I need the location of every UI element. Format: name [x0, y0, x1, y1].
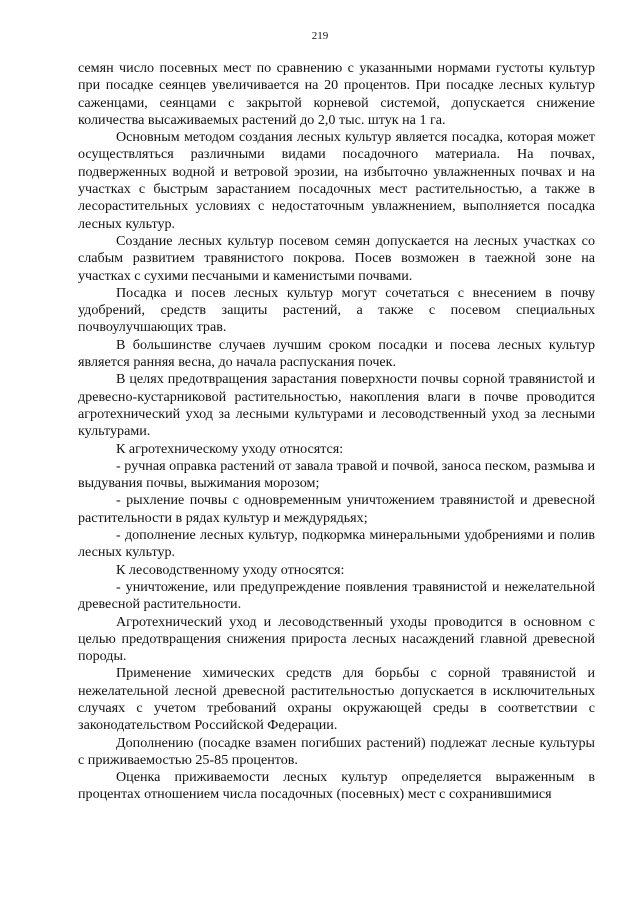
paragraph: Создание лесных культур посевом семян допускается на лесных участках со слабым развитием травянистого покрова. Посев возможен в таежной зоне на участках с сухими песчаными и каменистыми почвами.	[78, 232, 595, 284]
list-item: - ручная оправка растений от завала травой и почвой, заноса песком, размыва и выдувания почвы, выжимания морозом;	[78, 457, 595, 492]
paragraph: К агротехническому уходу относятся:	[116, 440, 344, 457]
list-item: - дополнение лесных культур, подкормка минеральными удобрениями и полив лесных культур.	[78, 527, 595, 561]
paragraph: Дополнению (посадке взамен погибших растений) подлежат лесные культуры с приживаемостью 25-85 процентов.	[78, 734, 595, 768]
page-number: 219	[311, 30, 329, 42]
paragraph: семян число посевных мест по сравнению с указанными нормами густоты культур при посадке сеянцев увеличивается на 20 процентов. При посадке лесных культур саженцами, сеянцами с закрытой корневой системой, допускается снижение количества высаживаемых растений до 2,0 тыс. штук на 1 га.	[78, 60, 595, 128]
paragraph: Агротехнический уход и лесоводственный уходы проводится в основном с целью предотвращения снижения прироста лесных насаждений главной древесной породы.	[78, 613, 595, 665]
paragraph: Оценка приживаемости лесных культур определяется выраженным в процентах отношением числа посадочных (посевных) мест с сохранившимися	[78, 769, 595, 803]
list-item: - уничтожение, или предупреждение появления травянистой и нежелательной древесной растительности.	[78, 578, 595, 613]
body-text	[78, 60, 595, 804]
list-item: - рыхление почвы с одновременным уничтожением травянистой и древесной растительности в рядах культур и междурядьях;	[78, 492, 595, 526]
paragraph: Основным методом создания лесных культур является посадка, которая может осуществляться различными видами посадочного материала. На почвах, подверженных водной и ветровой эрозии, на избыточно увлажненных почвах и на участках с быстрым зарастанием посадочных мест растительностью, а также в лесорастительных условиях с недостаточным увлажнением, выполняется посадка лесных культур.	[78, 129, 595, 232]
paragraph: К лесоводственному уходу относятся:	[116, 561, 345, 578]
paragraph: Применение химических средств для борьбы с сорной травянистой и нежелательной лесной древесной растительностью допускается в исключительных случаях с учетом требований охраны окружающей среды в соответствии с законодательством Российской Федерации.	[78, 665, 595, 734]
paragraph: В большинстве случаев лучшим сроком посадки и посева лесных культур является ранняя весна, до начала распускания почек.	[78, 336, 595, 371]
paragraph: Посадка и посев лесных культур могут сочетаться с внесением в почву удобрений, средств защиты растений, а также с посевом специальных почвоулучшающих трав.	[78, 284, 595, 336]
paragraph: В целях предотвращения зарастания поверхности почвы сорной травянистой и древесно-кустарниковой растительностью, накопления влаги в почве проводится агротехнический уход за лесными культурами и лесоводственный уход за лесными культурами.	[78, 371, 595, 440]
